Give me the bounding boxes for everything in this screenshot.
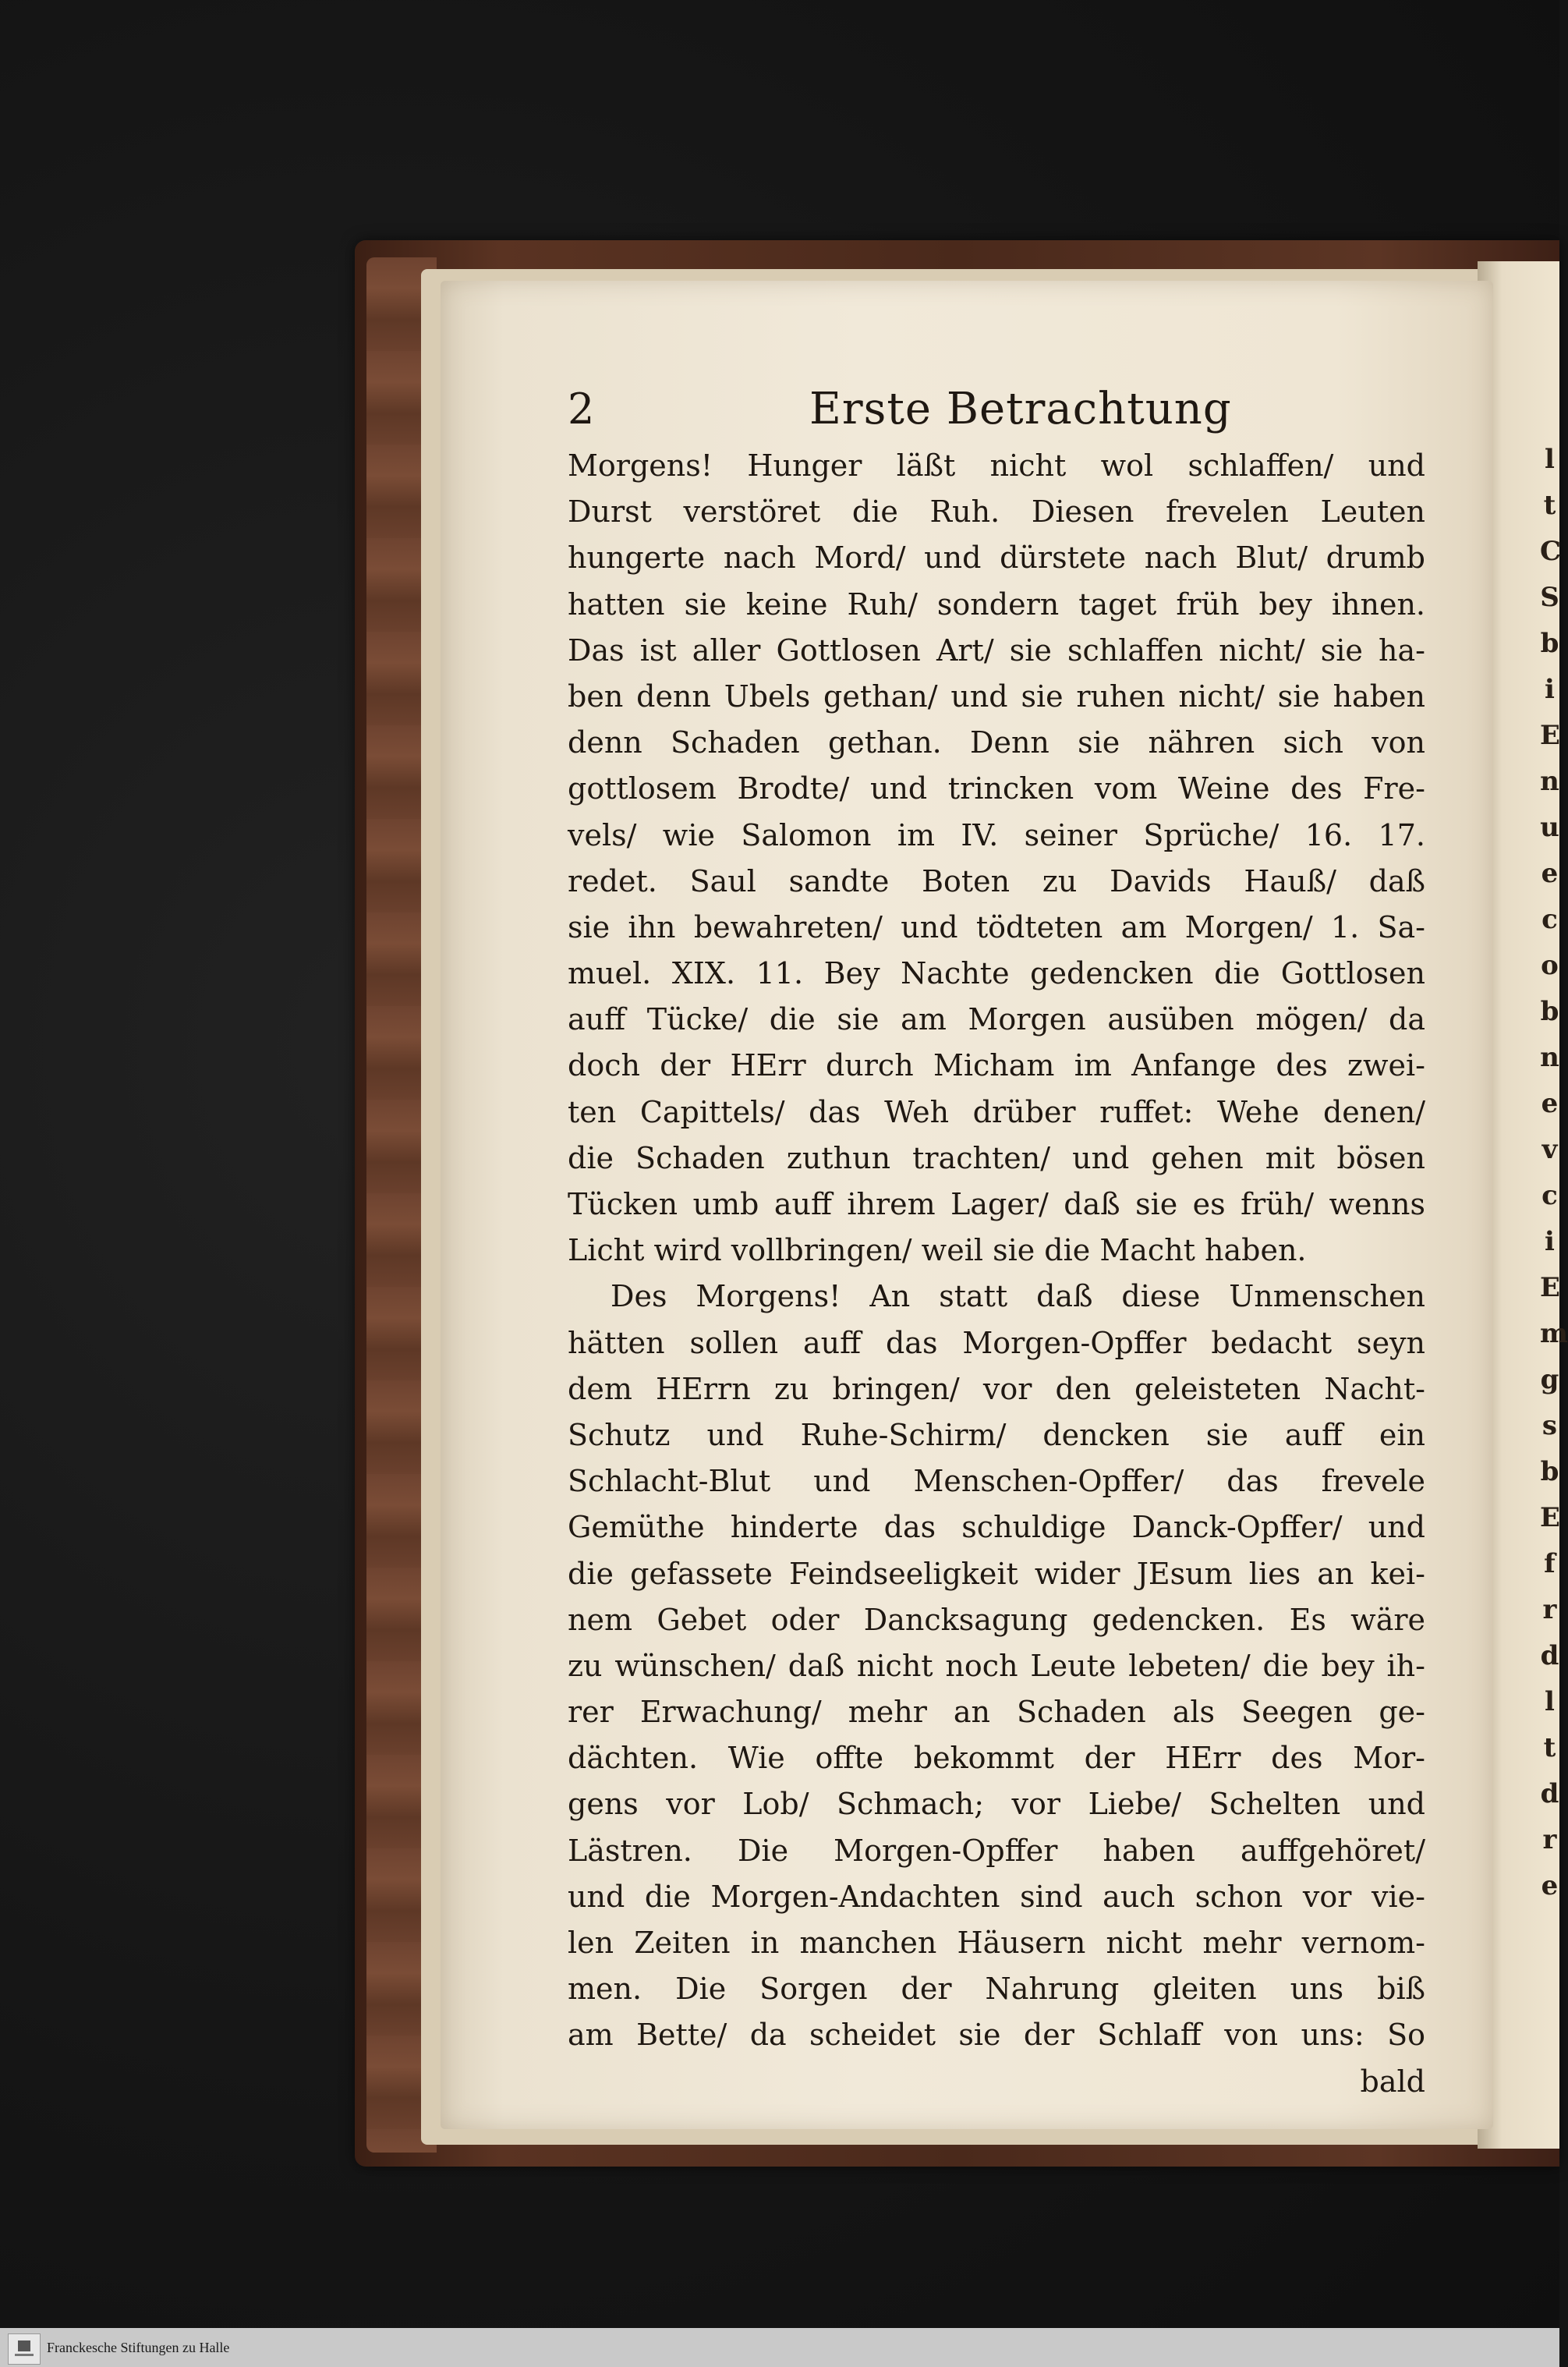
text-line: denn Schaden gethan. Denn sie nähren sich von	[568, 725, 1425, 760]
text-line: len Zeiten in manchen Häusern nicht mehr vernom-	[568, 1926, 1425, 1960]
text-line: doch der HErr durch Micham im Anfange des zwei-	[568, 1048, 1425, 1083]
footer-bar	[0, 2328, 1559, 2367]
text-line: rer Erwachung/ mehr an Schaden als Seegen ge-	[568, 1695, 1425, 1730]
text-line: ben denn Ubels gethan/ und sie ruhen nicht/ sie haben	[568, 679, 1425, 714]
text-line: Tücken umb auff ihrem Lager/ daß sie es früh/ wenns	[568, 1187, 1425, 1221]
text-line: Des Morgens! An statt daß diese Unmenschen	[611, 1279, 1425, 1314]
text-line: nem Gebet oder Dancksagung gedencken. Es wäre	[568, 1602, 1425, 1637]
text-line: vels/ wie Salomon im IV. seiner Sprüche/ 16. 17.	[568, 817, 1425, 852]
text-body	[568, 443, 1425, 2105]
page-number: 2	[568, 384, 595, 434]
facing-page-text-fragment: ltCSbiEnuecobnevciEmgsbEfrdltdre	[1540, 444, 1568, 1901]
text-line: Morgens! Hunger läßt nicht wol schlaffen/ und	[568, 448, 1425, 483]
text-line: auff Tücke/ die sie am Morgen ausüben mögen/ da	[568, 1002, 1425, 1037]
text-line: die Schaden zuthun trachten/ und gehen mit bösen	[568, 1140, 1425, 1175]
text-line: hätten sollen auff das Morgen-Opffer bedacht seyn	[568, 1325, 1425, 1360]
text-line: die gefassete Feindseeligkeit wider JEsum lies an kei-	[568, 1556, 1425, 1591]
text-line: dem HErrn zu bringen/ vor den geleisteten Nacht-	[568, 1371, 1425, 1406]
text-line: Schlacht-Blut und Menschen-Opffer/ das frevele	[568, 1464, 1425, 1499]
text-line: sie ihn bewahreten/ und tödteten am Morgen/ 1. Sa-	[568, 909, 1425, 944]
text-line: Das ist aller Gottlosen Art/ sie schlaffen nicht/ sie ha-	[568, 632, 1425, 668]
footer-institution-name: Franckesche Stiftungen zu Halle	[47, 2340, 230, 2355]
page-text-block	[568, 382, 1425, 2105]
text-line: dächten. Wie offte bekommt der HErr des Mor-	[568, 1741, 1425, 1776]
text-line: am Bette/ da scheidet sie der Schlaff von uns: So	[568, 2018, 1425, 2053]
text-line: redet. Saul sandte Boten zu Davids Hauß/ daß	[568, 863, 1425, 898]
text-line: Gemüthe hinderte das schuldige Danck-Opffer/ und	[568, 1510, 1425, 1545]
text-line: Lästren. Die Morgen-Opffer haben auffgehöret/	[568, 1833, 1425, 1868]
text-line: Licht wird vollbringen/ weil sie die Macht haben.	[568, 1233, 1307, 1268]
running-title: Erste Betrachtung	[809, 384, 1232, 434]
text-line: Schutz und Ruhe-Schirm/ dencken sie auff ein	[568, 1417, 1425, 1452]
text-line: gottlosem Brodte/ und trincken vom Weine des Fre-	[568, 771, 1425, 806]
text-line: Durst verstöret die Ruh. Diesen frevelen Leuten	[568, 494, 1425, 530]
text-line: muel. XIX. 11. Bey Nachte gedencken die Gottlosen	[568, 956, 1425, 991]
text-line: zu wünschen/ daß nicht noch Leute lebeten/ die bey ih-	[568, 1648, 1425, 1683]
text-line: hatten sie keine Ruh/ sondern taget früh bey ihnen.	[568, 586, 1425, 622]
text-line: ten Capittels/ das Weh drüber ruffet: Wehe denen/	[568, 1094, 1425, 1129]
text-line: und die Morgen-Andachten sind auch schon vor vie-	[568, 1879, 1425, 1914]
text-line: gens vor Lob/ Schmach; vor Liebe/ Schelten und	[568, 1787, 1425, 1822]
text-line: hungerte nach Mord/ und dürstete nach Blut/ drumb	[568, 540, 1425, 576]
text-line: men. Die Sorgen der Nahrung gleiten uns biß	[568, 1972, 1425, 2007]
page-header	[568, 382, 1425, 443]
institution-logo-icon	[8, 2333, 41, 2365]
catchword: bald	[1360, 2064, 1425, 2099]
